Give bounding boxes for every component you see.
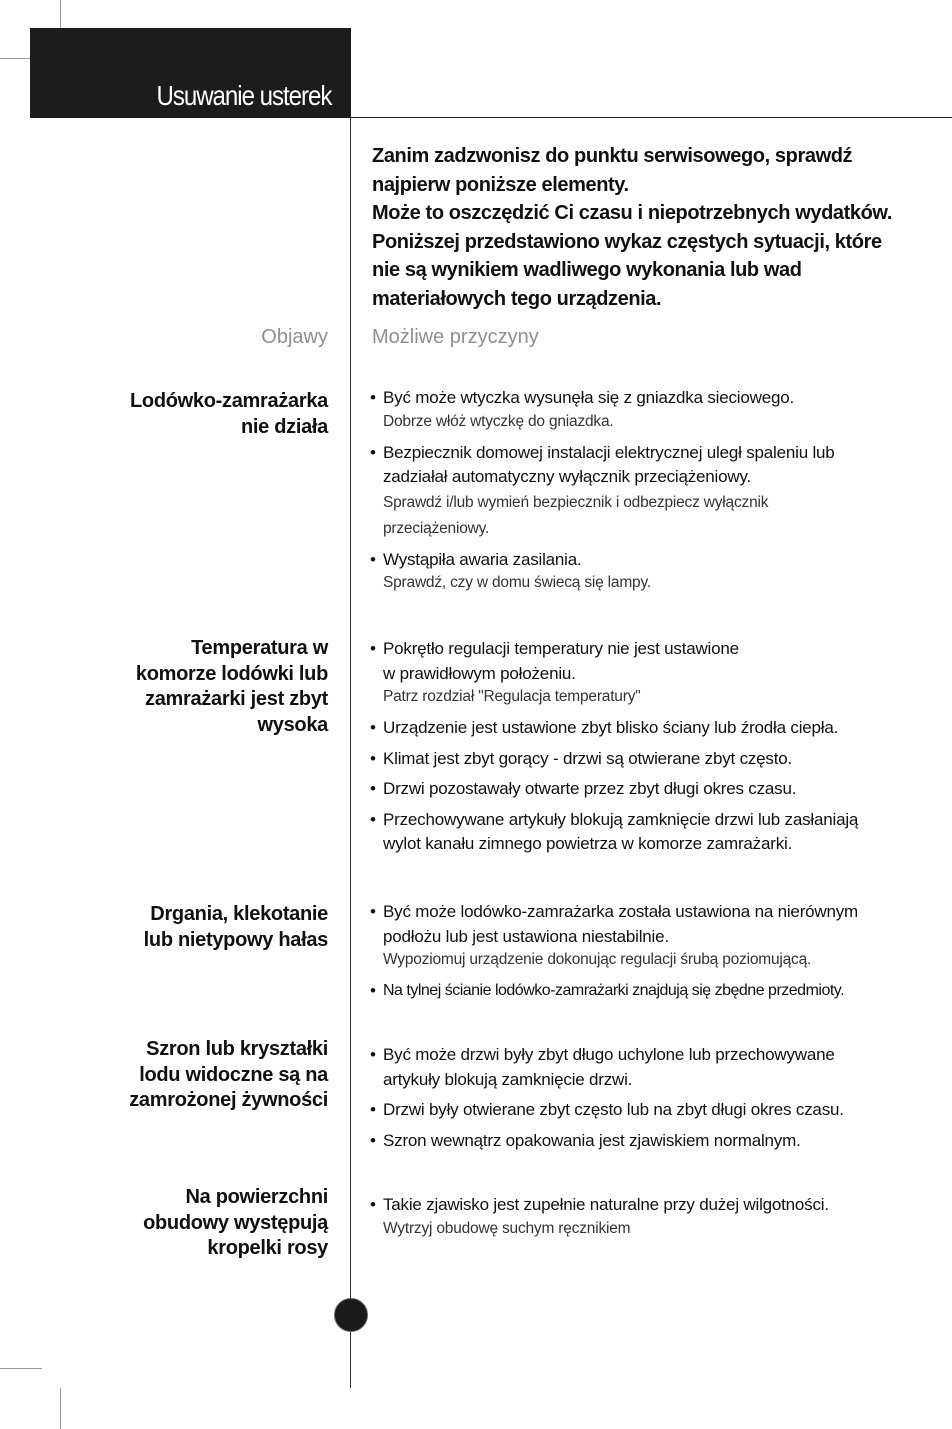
cause-note: przeciążeniowy. xyxy=(383,519,490,537)
cause-item xyxy=(370,900,940,973)
bullet-icon: • xyxy=(370,809,376,829)
cause-text: artykuły blokują zamknięcie drzwi. xyxy=(383,1069,633,1089)
bullet-icon: • xyxy=(370,1100,376,1119)
symptom-line: komorze lodówki lub xyxy=(135,662,328,685)
cause-note: Wytrzyj obudowę suchym ręcznikiem xyxy=(383,1219,631,1237)
cause-text: Takie zjawisko jest zupełnie naturalne przy dużej wilgotności. xyxy=(383,1195,829,1214)
cause-item xyxy=(370,1098,940,1123)
cause-list xyxy=(370,386,940,602)
symptom-line: Drgania, klekotanie xyxy=(150,903,328,925)
crop-mark xyxy=(60,0,61,30)
causes-column-header: Możliwe przyczyny xyxy=(372,326,539,348)
cause-text: Wystąpiła awaria zasilania. xyxy=(383,549,582,569)
cause-text: Urządzenie jest ustawione zbyt blisko ściany lub źrodła ciepła. xyxy=(383,718,839,737)
cause-text: Klimat jest zbyt gorący - drzwi są otwierane zbyt często. xyxy=(383,748,793,768)
symptom-line: lodu widoczne są na xyxy=(139,1063,328,1086)
intro-line: nie są wynikiem wadliwego wykonania lub wad xyxy=(372,259,802,281)
bullet-icon: • xyxy=(370,549,376,569)
cause-note: Wypoziomuj urządzenie dokonując regulacji śrubą poziomującą. xyxy=(383,951,812,968)
intro-line: najpierw poniższe elementy. xyxy=(372,173,629,196)
crop-mark xyxy=(60,1388,61,1429)
symptom-label xyxy=(130,389,328,440)
symptom-line: wysoka xyxy=(257,713,328,736)
cause-item xyxy=(370,1043,940,1092)
cause-item xyxy=(370,548,940,597)
bullet-icon: • xyxy=(370,902,376,921)
header-rule xyxy=(30,117,952,118)
bullet-icon: • xyxy=(370,442,376,462)
cause-list xyxy=(370,1043,940,1159)
bullet-icon: • xyxy=(370,981,376,1000)
intro-paragraph xyxy=(372,142,932,313)
cause-item xyxy=(370,386,940,435)
cause-text: Przechowywane artykuły blokują zamknięcie drzwi lub zasłaniają xyxy=(383,809,859,829)
symptom-line: obudowy występują xyxy=(143,1211,328,1234)
cause-item xyxy=(370,637,940,710)
symptoms-column-header: Objawy xyxy=(261,326,328,348)
bullet-icon: • xyxy=(370,779,376,798)
bullet-icon: • xyxy=(370,1130,376,1150)
symptom-line: Na powierzchni xyxy=(185,1186,328,1208)
cause-item xyxy=(370,808,940,857)
cause-item xyxy=(370,747,940,772)
bullet-icon: • xyxy=(370,718,376,737)
symptom-line: kropelki rosy xyxy=(207,1237,328,1259)
cause-text: Drzwi były otwierane zbyt często lub na zbyt długi okres czasu. xyxy=(383,1100,844,1119)
symptom-line: zamrażarki jest zbyt xyxy=(145,688,328,710)
intro-line: Może to oszczędzić Ci czasu i niepotrzebnych wydatków. xyxy=(372,202,892,224)
bullet-icon: • xyxy=(370,1195,376,1214)
page-marker-dot xyxy=(334,1298,368,1332)
symptom-line: Temperatura w xyxy=(191,637,328,659)
bullet-icon: • xyxy=(370,1045,376,1064)
cause-list xyxy=(370,1193,940,1248)
cause-note: Sprawdź i/lub wymień bezpiecznik i odbezpiecz wyłącznik xyxy=(383,493,769,511)
cause-item xyxy=(370,716,940,741)
cause-text: Szron wewnątrz opakowania jest zjawiskiem normalnym. xyxy=(383,1130,801,1150)
cause-item xyxy=(370,777,940,802)
cause-note: Patrz rozdział "Regulacja temperatury" xyxy=(383,688,641,705)
symptom-label xyxy=(136,636,328,738)
crop-mark xyxy=(0,58,30,59)
intro-line: Poniższej przedstawiono wykaz częstych sytuacji, które xyxy=(372,230,882,253)
intro-line: materiałowych tego urządzenia. xyxy=(372,287,662,310)
cause-text: Być może lodówko-zamrażarka została ustawiona na nierównym xyxy=(383,902,859,921)
symptom-line: Lodówko-zamrażarka xyxy=(130,390,328,412)
symptom-label xyxy=(143,1185,328,1262)
cause-list xyxy=(370,900,940,1010)
crop-mark xyxy=(0,1368,42,1369)
cause-item xyxy=(370,979,940,1004)
cause-item xyxy=(370,1193,940,1242)
cause-item xyxy=(370,1129,940,1154)
cause-text: podłożu lub jest ustawiona niestabilnie. xyxy=(383,926,669,946)
column-divider xyxy=(350,118,351,1388)
cause-text: zadziałał automatyczny wyłącznik przeciążeniowy. xyxy=(383,467,752,486)
cause-note: Dobrze włóż wtyczkę do gniazdka. xyxy=(383,412,614,430)
symptom-label xyxy=(129,1037,328,1114)
cause-text: w prawidłowym położeniu. xyxy=(383,663,576,683)
header-bar xyxy=(30,28,351,118)
bullet-icon: • xyxy=(370,748,376,768)
symptom-label xyxy=(144,902,328,953)
cause-item xyxy=(370,441,940,542)
symptom-line: Szron lub kryształki xyxy=(146,1038,328,1060)
cause-text: Na tylnej ścianie lodówko-zamrażarki znajdują się zbędne przedmioty. xyxy=(383,982,845,999)
cause-text: wylot kanału zimnego powietrza w komorze zamrażarki. xyxy=(383,834,793,853)
cause-text: Bezpiecznik domowej instalacji elektrycznej uległ spaleniu lub xyxy=(383,442,835,462)
symptom-line: nie działa xyxy=(240,415,328,438)
page-title: Usuwanie usterek xyxy=(156,80,331,111)
intro-line: Zanim zadzwonisz do punktu serwisowego, sprawdź xyxy=(372,145,853,167)
cause-note: Sprawdź, czy w domu świecą się lampy. xyxy=(383,574,651,591)
symptom-line: lub nietypowy hałas xyxy=(143,928,328,951)
bullet-icon: • xyxy=(370,388,376,407)
cause-text: Pokrętło regulacji temperatury nie jest ustawione xyxy=(383,639,739,658)
cause-text: Być może drzwi były zbyt długo uchylone lub przechowywane xyxy=(383,1045,835,1064)
bullet-icon: • xyxy=(370,639,376,658)
cause-list xyxy=(370,637,940,863)
cause-text: Być może wtyczka wysunęła się z gniazdka sieciowego. xyxy=(383,388,795,407)
cause-text: Drzwi pozostawały otwarte przez zbyt długi okres czasu. xyxy=(383,779,797,798)
symptom-line: zamrożonej żywności xyxy=(129,1089,328,1111)
